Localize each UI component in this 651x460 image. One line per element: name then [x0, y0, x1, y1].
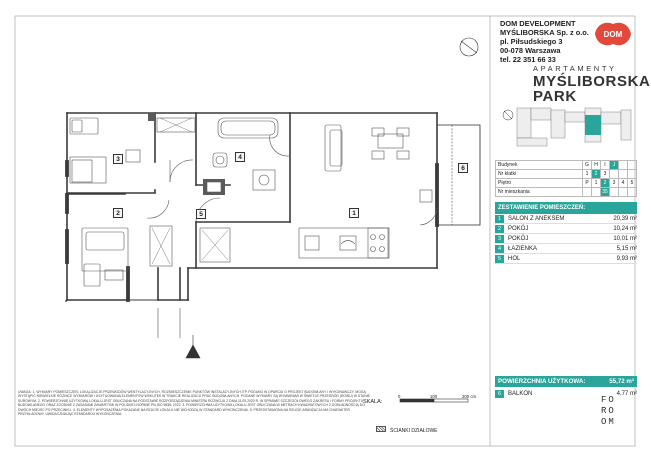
usable-area-label: POWIERZCHNIA UŻYTKOWA: [498, 378, 586, 385]
info-row-floor [496, 179, 637, 188]
brand-park: PARK [533, 88, 577, 105]
room-number: 6 [495, 390, 504, 398]
room-row [495, 224, 637, 234]
room-name: BALKON [508, 391, 533, 397]
developer-line: 00-078 Warszawa [500, 46, 561, 55]
info-cell: 1 [592, 179, 601, 188]
usable-area-total [495, 376, 637, 387]
info-label: Piętro [496, 179, 583, 188]
room-number: 2 [495, 225, 504, 233]
room-number: 3 [495, 235, 504, 243]
usable-area-value: 55,72 m² [609, 378, 634, 385]
developer-line: tel. 22 351 66 33 [500, 55, 556, 64]
partition-wall-swatch [376, 426, 386, 432]
info-row-staircase [496, 170, 637, 179]
room-name: ŁAZIENKA [508, 245, 538, 252]
info-cell-selected: J [610, 161, 619, 170]
rooms-summary-heading: ZESTAWIENIE POMIESZCZEŃ: [495, 202, 637, 214]
room-area: 4,77 m² [616, 391, 637, 397]
developer-line: MYŚLIBORSKA Sp. z o.o. [500, 28, 589, 37]
scale-tick: 0 [398, 394, 401, 399]
room-area: 10,24 m² [613, 225, 637, 232]
developer-line: DOM DEVELOPMENT [500, 19, 576, 28]
room-label-1: 1 [349, 208, 359, 218]
room-area: 10,01 m² [613, 235, 637, 242]
room-label-2: 2 [113, 208, 123, 218]
room-area: 5,15 m² [616, 245, 637, 252]
info-cell: 3 [610, 179, 619, 188]
room-row [495, 244, 637, 254]
developer-block [500, 19, 589, 64]
notes-text: UWAGA: 1. WYMIARY POMIESZCZEŃ, LOKALIZACJE PRZEWODÓW WENTYLACYJNYCH, ROZMIESZCZENIE PUNKTÓW INSTALACYJNYCH ITP. PODANO W OPARCIU O PROJEKT BUDOWLANY I WYKONAWCZY. MOGĄ WYSTĄPIĆ NIEWIELKIE RÓŻNICE WYMIARÓW I USYTUOWANIA ELEMENTÓW WSKUTEK W TRAKCIE REALIZACJI PRAC BUDOWLANYCH. PODANE WYMIARY SĄ WYMIARAMI W ŚWIETLE PRZEGRÓD (ROWU) W STANIE SUROWYM. 2. POWIERZCHNIĘ UŻYTKOWĄ LOKALU JEST OBLICZANA NA PODSTAWIE ROZPORZĄDZENIA MINISTRA ROZWOJU Z DNIA 11.09.2020 R. W SPRAWIE SZCZEGÓŁOWEGO ZAKRESU I FORMY PROJEKTU BUDOWLANEGO ORAZ ZGODNIE Z ZASADAMI ZAWARTYMI W POLSKIEJ NORMIE PN-ISO 9836: 2022. 3. POWIERZCHNIA UŻYTKOWA LOKALU JEST OBLICZANA W METRACH KWADRATOWYCH Z DOKŁADNOŚCIĄ DO DWÓCH MIEJSC PO PRZECINKU. 4. ELEMENTY WYPOSAŻENIA POKAZANE NA RZUCIE LOKALU NIE WCHODZĄ W STANDARD WYKOŃCZENIA. 5. PRZEDSTAWIONA NA RZUCIE ARANŻACJA MA CHARAKTER PRZYKŁADOWY, UWIDACZNIAJĄC STANDARDU WYKOŃCZENIA. [18, 390, 370, 417]
room-number: 4 [495, 245, 504, 253]
room-name: HOL [508, 255, 521, 262]
room-row [495, 214, 637, 224]
foroom-logo: FO RO OM [601, 395, 616, 427]
room-label-6: 6 [458, 163, 468, 173]
dom-logo-text: DOM [603, 30, 623, 39]
room-number: 5 [495, 255, 504, 263]
room-number: 1 [495, 215, 504, 223]
info-cell-selected: 2 [592, 170, 601, 179]
info-cell: H [592, 161, 601, 170]
info-label: Nr klatki [496, 170, 583, 179]
room-row [495, 254, 637, 264]
room-row [495, 234, 637, 244]
room-area: 9,93 m² [616, 255, 637, 262]
brand-top-line: APARTAMENTY [533, 64, 617, 73]
info-label: Budynek [496, 161, 583, 170]
room-label-5: 5 [196, 209, 206, 219]
info-cell-selected: 2 [601, 179, 610, 188]
info-cell: G [583, 161, 592, 170]
room-name: SALON Z ANEKSEM [508, 215, 565, 222]
rooms-summary-list [495, 214, 637, 264]
info-cell: I [601, 161, 610, 170]
room-label-3: 3 [113, 154, 123, 164]
scale-tick: 100 [430, 394, 438, 399]
info-cell: 3 [601, 170, 610, 179]
scale-tick: 200 cm [462, 394, 477, 399]
info-row-building [496, 161, 637, 170]
info-label: Nr mieszkania [496, 188, 583, 197]
brand-name: MYŚLIBORSKA [533, 73, 651, 90]
building-info-table [495, 160, 637, 197]
room-area: 20,39 m² [613, 215, 637, 222]
developer-line: pl. Piłsudskiego 3 [500, 37, 563, 46]
dom-logo [593, 21, 633, 47]
partition-wall-legend: ŚCIANKI DZIAŁOWE [390, 428, 438, 434]
scale-label: SKALA: [363, 399, 383, 405]
room-label-4: 4 [235, 152, 245, 162]
info-cell: P [583, 179, 592, 188]
room-name: POKÓJ [508, 225, 529, 232]
info-cell: 4 [619, 179, 628, 188]
info-cell: 5 [628, 179, 637, 188]
room-name: POKÓJ [508, 235, 529, 242]
info-cell: 1 [583, 170, 592, 179]
info-row-apartment [496, 188, 637, 197]
info-cell-selected: 35 [602, 189, 608, 195]
